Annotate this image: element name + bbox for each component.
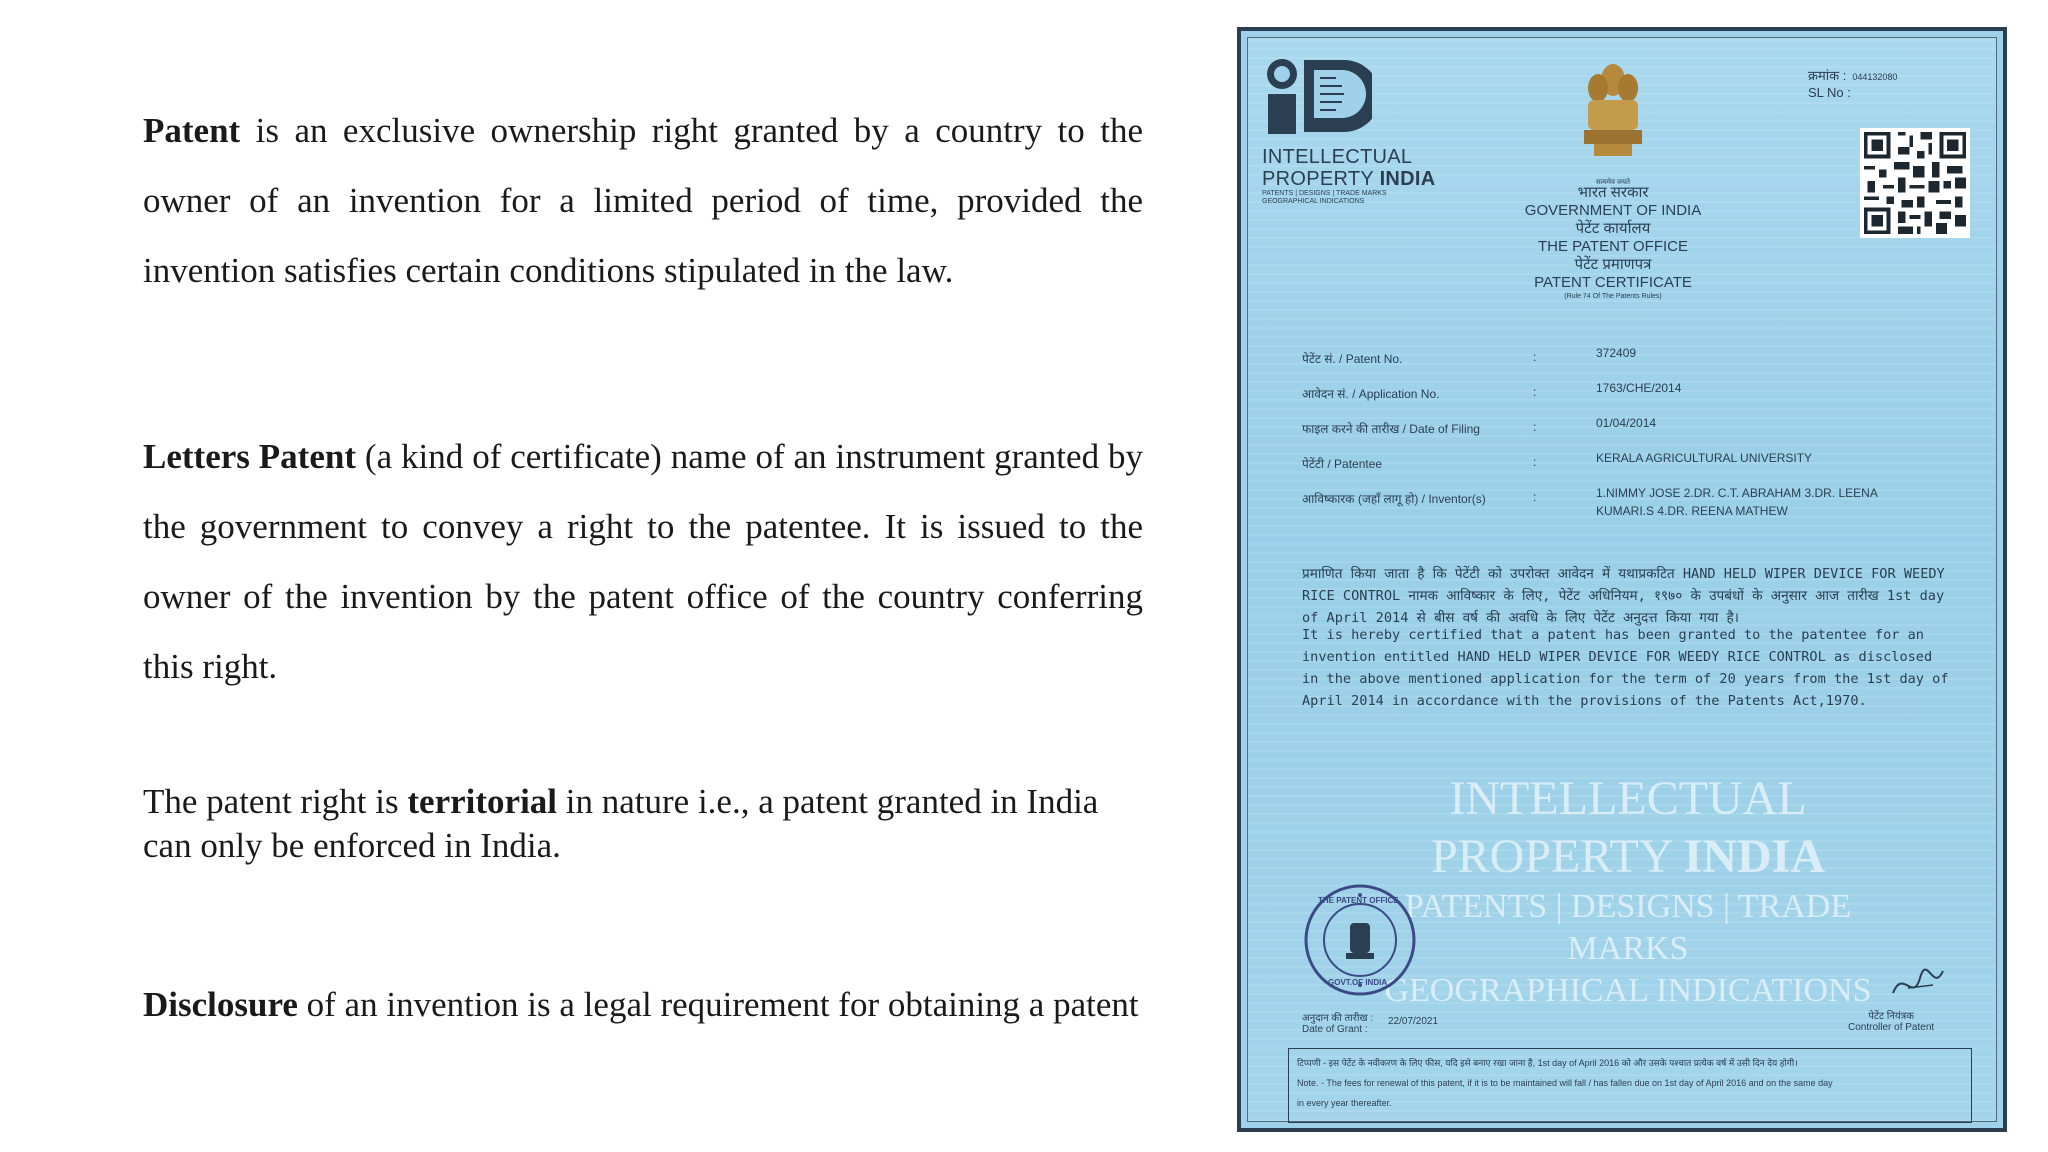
ip-title-line1: INTELLECTUAL (1262, 146, 1413, 168)
field-value-inventors: 1.NIMMY JOSE 2.DR. C.T. ABRAHAM 3.DR. LEENA (1596, 486, 1878, 500)
field-value-application-no: 1763/CHE/2014 (1596, 381, 1682, 395)
seal-text-bottom: GOVT.OF INDIA (1328, 978, 1388, 987)
grant-date-value: 22/07/2021 (1388, 1016, 1439, 1027)
note-english-2: in every year thereafter. (1297, 1098, 1392, 1108)
sl-label-english: SL No : (1808, 85, 1851, 100)
wm-property: PROPERTY (1430, 830, 1684, 883)
sl-number: 044132080 (1852, 72, 1898, 82)
paragraph-disclosure (143, 978, 1143, 1032)
controller-hindi: पेटेंट नियंत्रक (1868, 1011, 1914, 1022)
ip-india-title (1262, 146, 1436, 190)
certificate-english-body: It is hereby certified that a patent has been granted to the patentee for an invention entitled HAND HELD WIPER DEVICE FOR WEEDY RICE CONTROL as disclosed in the above mentioned application for the term of 20 years from the 1st day of April 2014 in accordance with the provisions of the Patents Act,1970. (1302, 627, 1949, 709)
wm-line2 (1348, 828, 1908, 886)
field-colon: : (1533, 385, 1537, 399)
wm-line1: INTELLECTUAL (1449, 772, 1807, 825)
ip-title-property: PROPERTY (1262, 168, 1380, 190)
wm-india: INDIA (1683, 830, 1826, 883)
office-english: THE PATENT OFFICE (1537, 238, 1688, 255)
field-label-application-no: आवेदन सं. / Application No. (1302, 387, 1440, 401)
term-territorial: territorial (407, 782, 558, 821)
field-label-inventors: आविष्कारक (जहाँ लागू हो) / Inventor(s) (1302, 492, 1486, 506)
certificate-hindi-body: प्रमाणित किया जाता है कि पेटेंटी को उपरोक्त आवेदन में यथाप्रकटित HAND HELD WIPER DEVICE FOR WEEDY RICE CONTROL नामक आविष्कार के लिए, पेटेंट अधिनियम, १९७० के उपबंधों के अनुसार आज तारीख 1st day of April 2014 से बीस वर्ष की अवधि के लिए पेटेंट अनुदत्त किया गया है। (1302, 566, 1945, 626)
ip-sub-line2: GEOGRAPHICAL INDICATIONS (1262, 198, 1365, 205)
wm-line4: GEOGRAPHICAL INDICATIONS (1384, 972, 1872, 1009)
territorial-pre: The patent right is (143, 782, 408, 821)
field-label-patentee: पेटेंटी / Patentee (1302, 457, 1383, 471)
cert-rule: (Rule 74 Of The Patents Rules) (1564, 293, 1662, 300)
field-colon: : (1533, 420, 1537, 434)
field-label-patent-no: पेटेंट सं. / Patent No. (1302, 352, 1403, 366)
gov-hindi: भारत सरकार (1577, 184, 1649, 201)
field-value-patent-no: 372409 (1596, 346, 1637, 360)
field-colon: : (1533, 350, 1537, 364)
cert-hindi: पेटेंट प्रमाणपत्र (1574, 256, 1652, 273)
paragraph-letters-patent (143, 422, 1143, 702)
field-value-inventors-line2: KUMARI.S 4.DR. REENA MATHEW (1596, 504, 1788, 518)
field-value-date-of-filing: 01/04/2014 (1596, 416, 1657, 430)
field-colon: : (1533, 490, 1537, 504)
note-hindi: टिप्पणी - इस पेटेंट के नवीकरण के लिए फीस, यदि इसे बनाए रखा जाना है, 1st day of April 2016 को और उसके पश्चात प्रत्येक वर्ष में उसी दिन देय होगी। (1297, 1058, 1798, 1068)
gov-english: GOVERNMENT OF INDIA (1524, 202, 1702, 219)
territorial-post: in nature i.e., a patent granted in India can only be enforced in India. (143, 782, 1099, 865)
term-patent: Patent (143, 111, 241, 150)
certificate-header (1448, 184, 1778, 302)
ip-india-logo-icon (1262, 56, 1372, 136)
field-value-patentee: KERALA AGRICULTURAL UNIVERSITY (1596, 451, 1813, 465)
paragraph-territorial (143, 780, 1143, 868)
field-label-date-of-filing: फाइल करने की तारीख / Date of Filing (1302, 422, 1480, 436)
certificate-inner-border (1247, 37, 1997, 1122)
definition-patent: is an exclusive ownership right granted by a country to the owner of an invention for a limited period of time, provided the invention satisfies certain conditions stipulated in the law. (143, 111, 1143, 290)
controller-english: Controller of Patent (1848, 1022, 1935, 1033)
wm-line3: PATENTS | DESIGNS | TRADE MARKS (1404, 888, 1852, 967)
controller-of-patent (1848, 1008, 1934, 1033)
note-english-1: Note. - The fees for renewal of this patent, if it is to be maintained will fall / has fallen due on 1st day of April 2016 and on the same day (1297, 1078, 1833, 1088)
ip-title-line2 (1262, 168, 1436, 190)
seal-text-top: THE PATENT OFFICE (1318, 896, 1399, 905)
serial-number-block (1808, 68, 1897, 101)
paragraph-patent (143, 96, 1143, 306)
sl-label-hindi: क्रमांक : 044132080 (1808, 68, 1898, 83)
term-disclosure: Disclosure (143, 985, 298, 1024)
definition-letters-patent: (a kind of certificate) name of an instrument granted by the government to convey a right to the patentee. It is issued to the owner of the invention by the patent office of the country conferring this right. (143, 437, 1143, 686)
signature-icon (1888, 963, 1948, 1003)
office-hindi: पेटेंट कार्यालय (1575, 220, 1651, 237)
patent-certificate (1237, 27, 2007, 1132)
qr-code-icon (1859, 128, 1971, 238)
ip-sub-line1: PATENTS | DESIGNS | TRADE MARKS (1262, 190, 1387, 197)
field-colon: : (1533, 455, 1537, 469)
emblem-motto: सत्यमेव जयते (1595, 179, 1631, 186)
ip-title-india: INDIA (1379, 168, 1436, 190)
state-emblem-icon (1578, 58, 1648, 178)
definition-disclosure: of an invention is a legal requirement for obtaining a patent (297, 985, 1139, 1024)
cert-english: PATENT CERTIFICATE (1534, 274, 1692, 291)
grant-label-hindi: अनुदान की तारीख : (1302, 1013, 1374, 1024)
ip-india-subtitle (1262, 190, 1422, 206)
renewal-note (1288, 1048, 1972, 1123)
grant-label-english: Date of Grant : (1302, 1024, 1368, 1035)
watermark (1348, 770, 1908, 1012)
term-letters-patent: Letters Patent (143, 437, 356, 476)
date-of-grant (1302, 1010, 1373, 1035)
